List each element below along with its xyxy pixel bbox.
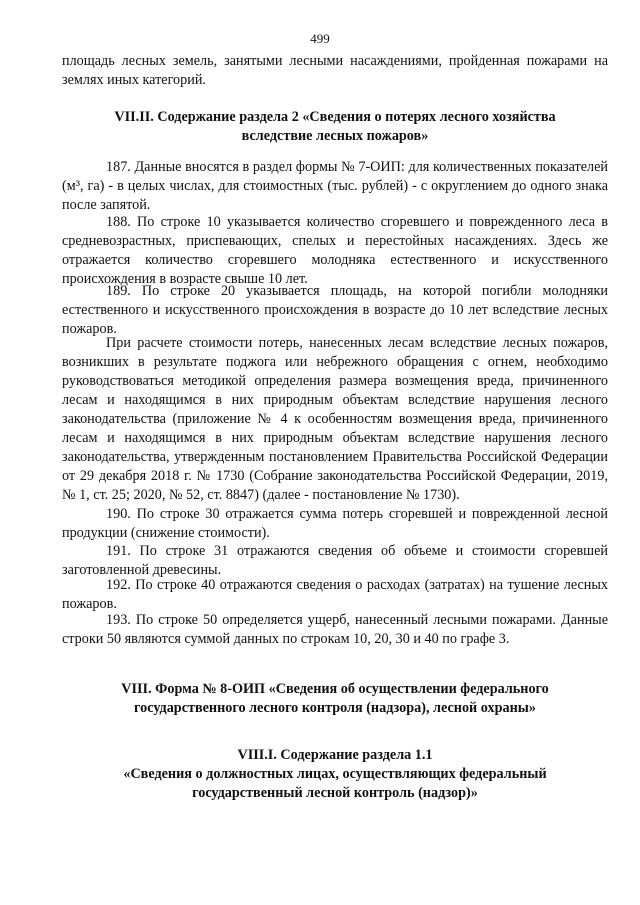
paragraph-189: 189. По строке 20 указывается площадь, на которой погибли молодняки естественного и искусственного происхождения в возрасте до 10 лет вследствие лесных пожаров. (62, 283, 608, 337)
intro-paragraph: площадь лесных земель, занятыми лесными насаждениями, пройденная пожарами на землях иных категорий. (62, 53, 608, 88)
paragraph-190: 190. По строке 30 отражается сумма потерь сгоревшей и поврежденной лесной продукции (снижение стоимости). (62, 506, 608, 541)
section-8-title-line2: государственного лесного контроля (надзора), лесной охраны» (134, 700, 536, 716)
section-8-1-title-line1: VIII.I. Содержание раздела 1.1 (237, 747, 433, 763)
paragraph-damage-calculation: При расчете стоимости потерь, нанесенных лесам вследствие лесных пожаров, возникших в результате поджога или небрежного обращения с огнем, необходимо руководствоваться методикой определения размера возмещения вреда, причиненного лесам и находящимся в них природным объектам вследствие нарушения лесного законодательства (приложение № 4 к особенностям возмещения вреда, причиненного лесам и находящимся в них природным объектам вследствие нарушения лесного законодательства, утвержденным постановлением Правительства Российской Федерации от 29 декабря 2018 г. № 1730 (Собрание законодательства Российской Федерации, 2019, № 1, ст. 25; 2020, № 52, ст. 8847) (далее - постановление № 1730). (62, 335, 608, 503)
paragraph-191: 191. По строке 31 отражаются сведения об объеме и стоимости сгоревшей заготовленной древесины. (62, 543, 608, 578)
section-8-1-heading (62, 746, 608, 803)
section-8-heading (62, 680, 608, 718)
paragraph-187: 187. Данные вносятся в раздел формы № 7-ОИП: для количественных показателей (м³, га) - в целых числах, для стоимостных (тыс. рублей) - с округлением до одного знака после запятой. (62, 159, 608, 213)
page-number: 499 (310, 31, 330, 46)
section-8-1-title-line3: государственный лесной контроль (надзор)» (192, 785, 478, 801)
section-7-2-title-line1: VII.II. Содержание раздела 2 «Сведения о потерях лесного хозяйства (114, 109, 556, 125)
paragraph-188: 188. По строке 10 указывается количество сгоревшего и поврежденного леса в средневозрастных, приспевающих, спелых и перестойных насаждениях. Здесь же отражается количество сгоревшего молодняка естественного и искусственного происхождения в возрасте свыше 10 лет. (62, 214, 608, 287)
section-8-title-line1: VIII. Форма № 8-ОИП «Сведения об осуществлении федерального (121, 681, 549, 697)
paragraph-192: 192. По строке 40 отражаются сведения о расходах (затратах) на тушение лесных пожаров. (62, 577, 608, 612)
paragraph-193: 193. По строке 50 определяется ущерб, нанесенный лесными пожарами. Данные строки 50 являются суммой данных по строкам 10, 20, 30 и 40 по графе 3. (62, 612, 608, 647)
section-7-2-heading (62, 108, 608, 146)
section-7-2-title-line2: вследствие лесных пожаров» (241, 128, 429, 144)
section-8-1-title-line2: «Сведения о должностных лицах, осуществляющих федеральный (123, 766, 547, 782)
